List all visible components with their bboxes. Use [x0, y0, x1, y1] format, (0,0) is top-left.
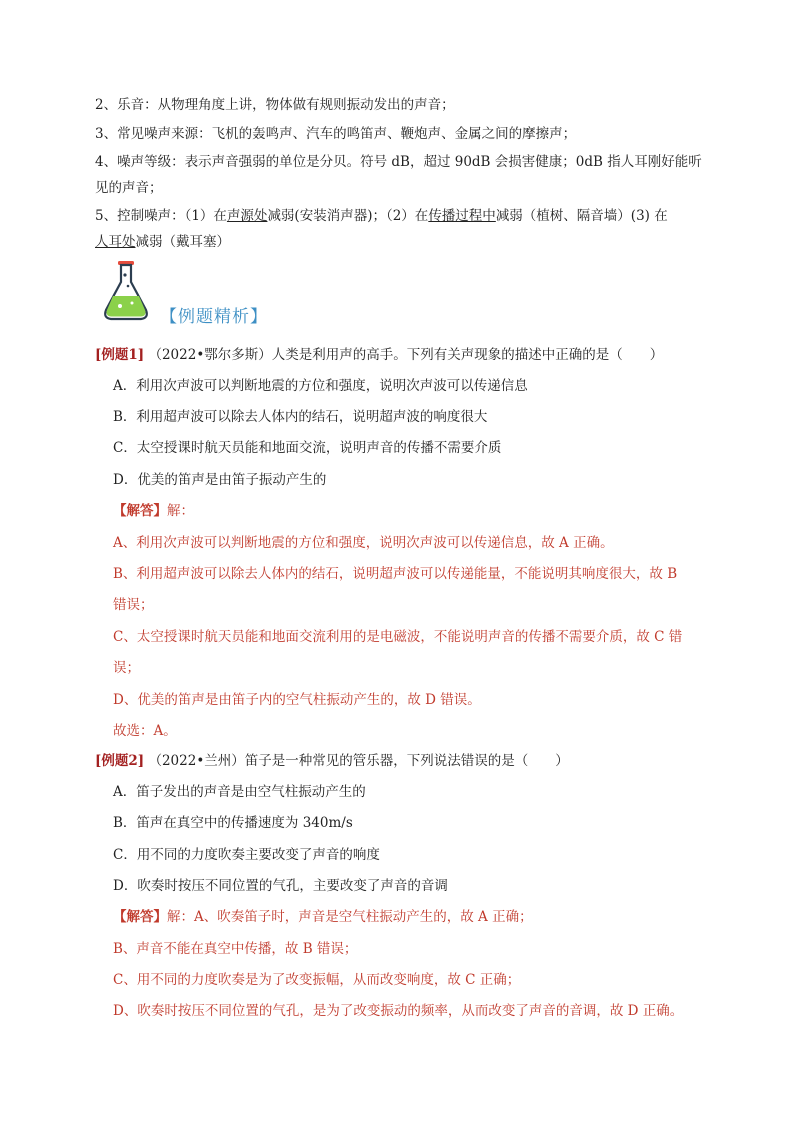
example-1-answer-b-line2: 错误； [113, 597, 154, 613]
underlined-term-source: 声源处 [226, 208, 268, 224]
answer-tag-rest: 解： [167, 503, 194, 519]
example-1-answer-b-line1: B、利用超声波可以除去人体内的结石，说明超声波可以传递能量，不能说明其响度很大，故 B [113, 566, 678, 582]
example-2-option-c: C．用不同的力度吹奏主要改变了声音的响度 [113, 847, 380, 863]
example-1-option-b: B．利用超声波可以除去人体内的结石，说明超声波的响度很大 [113, 409, 488, 425]
example-1-stem [95, 345, 663, 365]
knowledge-item-4-line2: 见的声音； [95, 180, 163, 196]
text-run: 减弱(安装消声器)；（2）在 [267, 208, 429, 224]
answer-tag: 【解答】 [113, 909, 167, 925]
example-1-choice: 故选：A。 [113, 723, 177, 739]
example-1-answer-d: D、优美的笛声是由笛子内的空气柱振动产生的，故 D 错误。 [113, 692, 481, 708]
answer-first-line: 解：A、吹奏笛子时，声音是空气柱振动产生的，故 A 正确； [167, 909, 533, 925]
text-run: 减弱（植树、隔音墙）(3) 在 [495, 208, 668, 224]
answer-tag: 【解答】 [113, 503, 167, 519]
example-2-answer-b: B、声音不能在真空中传播，故 B 错误； [113, 941, 358, 957]
example-1-tag: [例题1] [95, 347, 145, 363]
knowledge-item-3: 3、常见噪声来源：飞机的轰鸣声、汽车的鸣笛声、鞭炮声、金属之间的摩擦声； [95, 126, 577, 142]
example-1-answer-c-line1: C、太空授课时航天员能和地面交流利用的是电磁波，不能说明声音的传播不需要介质，故 C 错 [113, 629, 683, 645]
example-2-tag: [例题2] [95, 753, 145, 769]
underlined-term-ear: 人耳处 [95, 234, 136, 250]
example-2-answer-c: C、用不同的力度吹奏是为了改变振幅，从而改变响度，故 C 正确； [113, 972, 521, 988]
example-2-answer-a [113, 907, 533, 927]
flask-icon [100, 258, 158, 324]
knowledge-item-5-line1 [95, 206, 668, 226]
example-2-stem [95, 751, 569, 771]
underlined-term-path: 传播过程中 [428, 208, 496, 224]
example-1-answer-a: A、利用次声波可以判断地震的方位和强度，说明次声波可以传递信息，故 A 正确。 [113, 535, 614, 551]
example-1-option-a: A．利用次声波可以判断地震的方位和强度，说明次声波可以传递信息 [113, 378, 528, 394]
example-1-answer-c-line2: 误； [113, 660, 140, 676]
example-1-answer-label [113, 501, 194, 521]
text-run: 5、控制噪声：（1）在 [95, 208, 227, 224]
section-title: 【例题精析】 [160, 307, 268, 327]
example-1-option-d: D．优美的笛声是由笛子振动产生的 [113, 472, 327, 488]
text-run: 减弱（戴耳塞） [135, 234, 230, 250]
example-2-option-d: D．吹奏时按压不同位置的气孔，主要改变了声音的音调 [113, 878, 448, 894]
example-1-question: （2022•鄂尔多斯）人类是利用声的高手。下列有关声现象的描述中正确的是（ ） [148, 347, 664, 363]
knowledge-item-2: 2、乐音：从物理角度上讲，物体做有规则振动发出的声音； [95, 97, 455, 113]
knowledge-item-4-line1: 4、噪声等级：表示声音强弱的单位是分贝。符号 dB，超过 90dB 会损害健康；0dB 指人耳刚好能听 [95, 154, 702, 170]
example-2-option-b: B．笛声在真空中的传播速度为 340m/s [113, 815, 353, 831]
example-2-answer-d: D、吹奏时按压不同位置的气孔，是为了改变振动的频率，从而改变了声音的音调，故 D 正确。 [113, 1003, 684, 1019]
example-2-option-a: A．笛子发出的声音是由空气柱振动产生的 [113, 784, 366, 800]
knowledge-item-5-line2 [95, 232, 230, 252]
example-2-question: （2022•兰州）笛子是一种常见的管乐器，下列说法错误的是（ ） [148, 753, 569, 769]
example-1-option-c: C．太空授课时航天员能和地面交流，说明声音的传播不需要介质 [113, 440, 502, 456]
